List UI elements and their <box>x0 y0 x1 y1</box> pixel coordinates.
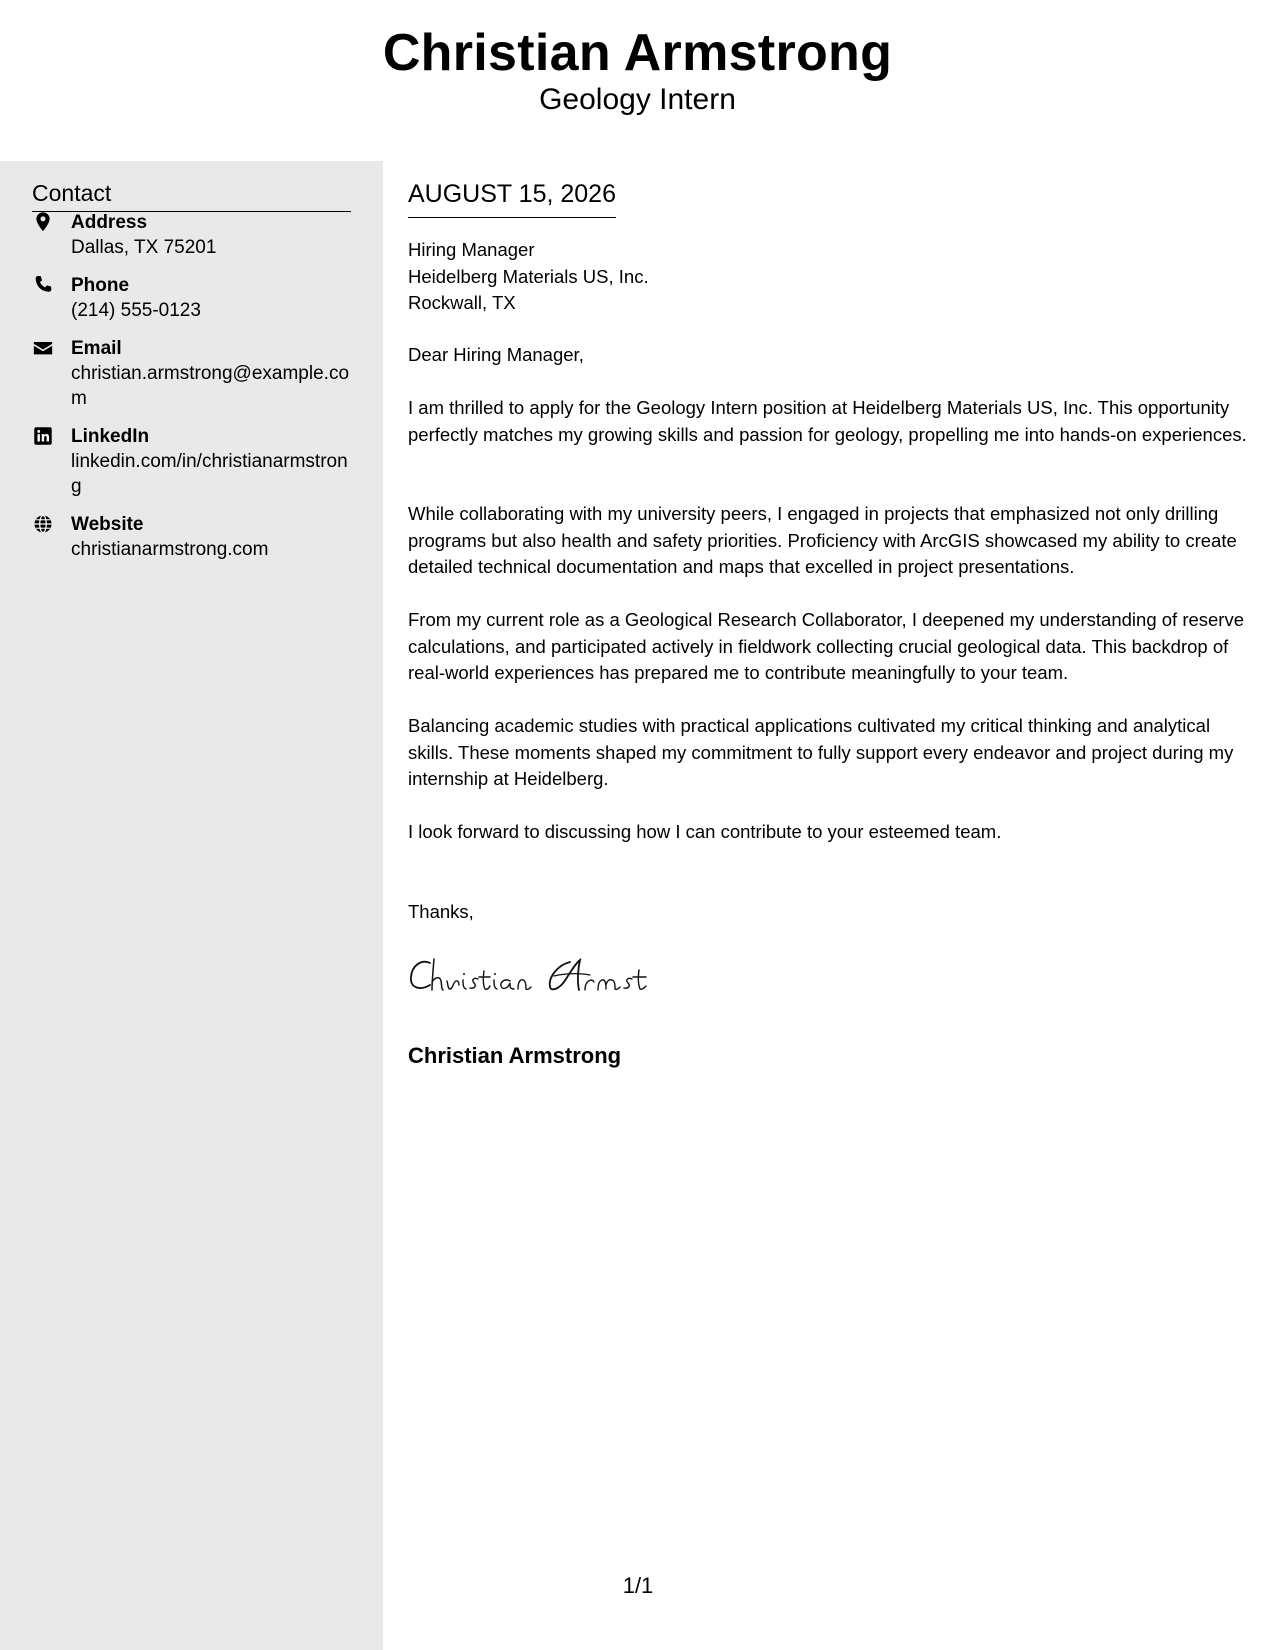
applicant-role: Geology Intern <box>539 83 736 116</box>
contact-heading: Contact <box>32 179 351 212</box>
address-label: Address <box>71 212 148 233</box>
paragraph-skills: Balancing academic studies with practical applications cultivated my critical thinking and analytical skills. These moments shaped my commitment to fully support every endeavor and project during my internship at Heidelberg. <box>408 715 1234 789</box>
email-label: Email <box>71 338 122 359</box>
address-value: Dallas, TX 75201 <box>71 237 217 258</box>
recipient-company: Heidelberg Materials US, Inc. <box>408 265 649 287</box>
paragraph-projects: While collaborating with my university peers, I engaged in projects that emphasized not only drilling programs but also health and safety priorities. Proficiency with ArcGIS showcased my ability to create detailed technical documentation and maps that excelled in project presentations. <box>408 503 1237 577</box>
map-pin-icon <box>32 211 54 233</box>
website-label: Website <box>71 514 144 535</box>
recipient-location: Rockwall, TX <box>408 292 516 313</box>
recipient-block <box>408 237 649 317</box>
phone-value: (214) 555-0123 <box>71 300 201 321</box>
page-number: 1/1 <box>622 1573 654 1598</box>
envelope-icon <box>32 337 54 359</box>
paragraph-experience: From my current role as a Geological Research Collaborator, I deepened my understanding of reserve calculations, and participated actively in fieldwork collecting crucial geological data. This backdrop of real-world experiences has prepared me to contribute meaningfully to your team. <box>408 609 1245 683</box>
linkedin-label: LinkedIn <box>71 426 150 447</box>
linkedin-icon <box>32 425 54 447</box>
email-value: christian.armstrong@example.com <box>71 363 350 409</box>
applicant-name: Christian Armstrong <box>382 24 893 82</box>
phone-label: Phone <box>71 275 130 296</box>
signed-name: Christian Armstrong <box>408 1043 622 1068</box>
recipient-title: Hiring Manager <box>408 239 535 260</box>
globe-icon <box>32 513 54 535</box>
salutation: Dear Hiring Manager, <box>408 344 584 365</box>
handwritten-signature <box>408 949 678 1001</box>
paragraph-closing: I look forward to discussing how I can contribute to your esteemed team. <box>408 821 1002 842</box>
contact-sidebar <box>0 161 383 1650</box>
linkedin-value: linkedin.com/in/christianarmstrong <box>71 451 348 497</box>
website-value: christianarmstrong.com <box>71 539 269 560</box>
phone-icon <box>32 274 54 296</box>
paragraph-intro: I am thrilled to apply for the Geology Intern position at Heidelberg Materials US, Inc. This opportunity perfectly matches my growing skills and passion for geology, propelling me into hands-on experiences. <box>408 397 1247 445</box>
letter-header <box>0 0 1275 161</box>
letter-date: AUGUST 15, 2026 <box>408 178 616 218</box>
closing-remark: Thanks, <box>408 901 474 922</box>
